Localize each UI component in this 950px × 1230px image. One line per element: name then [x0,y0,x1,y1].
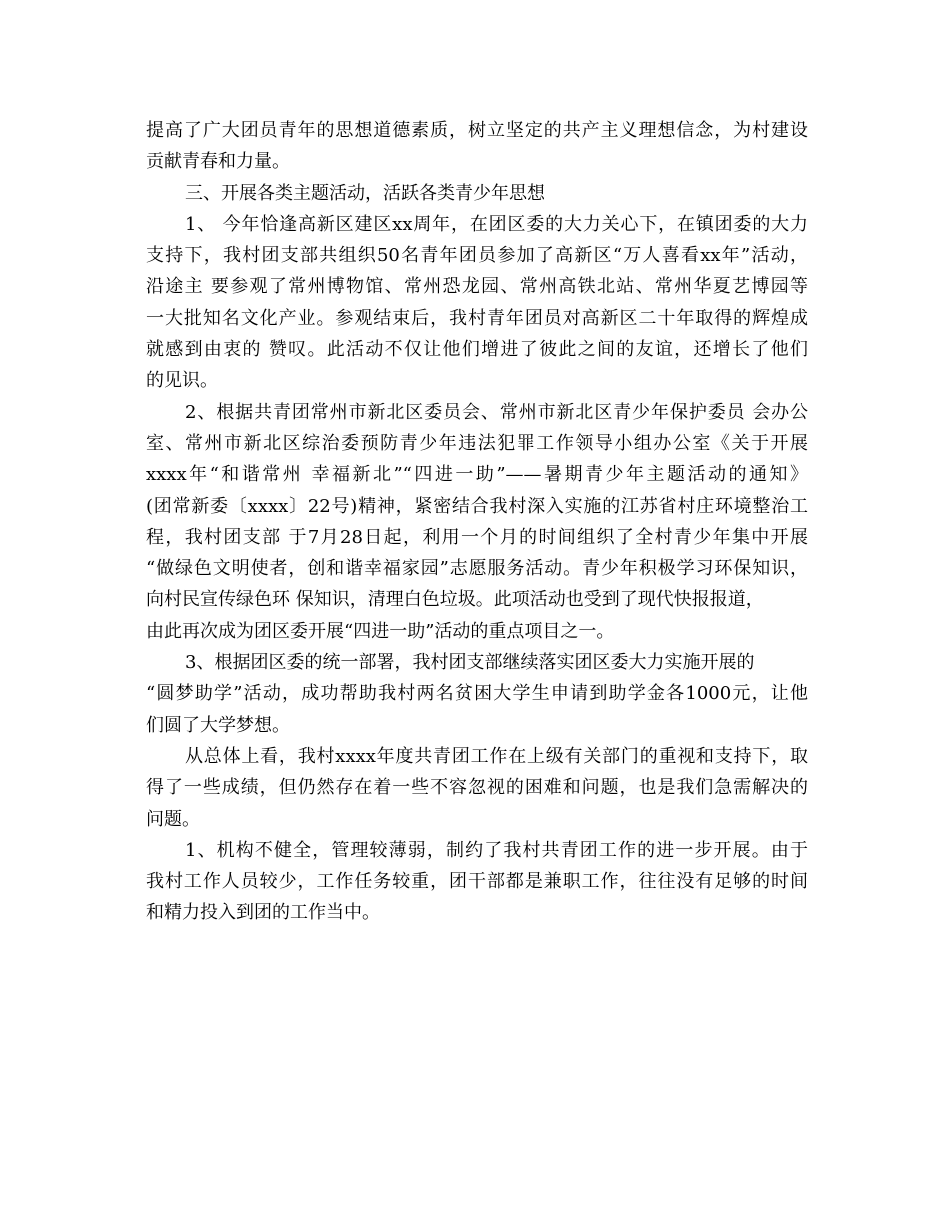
text-line: “做绿色文明使者，创和谐幸福家园”志愿服务活动。青少年积极学习环保知识， [146,558,808,580]
text-line: xxxx年“和谐常州 幸福新北”“四进一助”——暑期青少年主题活动的通知》 [146,464,808,486]
text-line: 1、机构不健全，管理较薄弱，制约了我村共青团工作的进一步开展。由于 [185,839,808,861]
text-line: 一大批知名文化产业。参观结束后，我村青年团员对高新区二十年取得的辉煌成 [146,307,808,329]
text-line: 2、根据共青团常州市新北区委员会、常州市新北区青少年保护委员 会办公 [185,401,808,423]
text-line: 们圆了大学梦想。 [146,714,290,736]
text-line: 1、 今年恰逢高新区建区xx周年，在团区委的大力关心下，在镇团委的大力 [185,213,808,235]
text-line: 得了一些成绩，但仍然存在着一些不容忽视的困难和问题，也是我们急需解决的 [146,777,808,799]
text-line: 的见识。 [146,370,218,392]
text-line: 向村民宣传绿色环 保知识，清理白色垃圾。此项活动也受到了现代快报报道， [146,589,764,611]
text-line: 我村工作人员较少，工作任务较重，团干部都是兼职工作，往往没有足够的时间 [146,871,808,893]
document-body [146,115,808,929]
text-line: 和精力投入到团的工作当中。 [146,902,380,924]
text-line: 支持下，我村团支部共组织50名青年团员参加了高新区“万人喜看xx年”活动， [146,245,808,267]
text-line: 三、开展各类主题活动，活跃各类青少年思想 [185,182,545,204]
text-line: 由此再次成为团区委开展“四进一助”活动的重点项目之一。 [146,620,615,642]
text-line: 问题。 [146,808,200,830]
text-line: 沿途主 要参观了常州博物馆、常州恐龙园、常州高铁北站、常州华夏艺博园等 [146,276,808,298]
text-line: 程，我村团支部 于7月28日起，利用一个月的时间组织了全村青少年集中开展 [146,526,808,548]
text-line: 贡献青春和力量。 [146,151,290,173]
text-line: 提高了广大团员青年的思想道德素质，树立坚定的共产主义理想信念，为村建设 [146,120,808,141]
text-line: 室、常州市新北区综治委预防青少年违法犯罪工作领导小组办公室《关于开展 [146,432,808,454]
text-line: (团常新委〔xxxx〕22号)精神，紧密结合我村深入实施的江苏省村庄环境整治工 [146,495,808,517]
text-line: 就感到由衷的 赞叹。此活动不仅让他们增进了彼此之间的友谊，还增长了他们 [146,339,808,361]
text-line: “圆梦助学”活动，成功帮助我村两名贫困大学生申请到助学金各1000元，让他 [146,683,808,705]
text-line: 从总体上看，我村xxxx年度共青团工作在上级有关部门的重视和支持下，取 [185,745,808,767]
text-line: 3、根据团区委的统一部署，我村团支部继续落实团区委大力实施开展的 [185,652,755,674]
